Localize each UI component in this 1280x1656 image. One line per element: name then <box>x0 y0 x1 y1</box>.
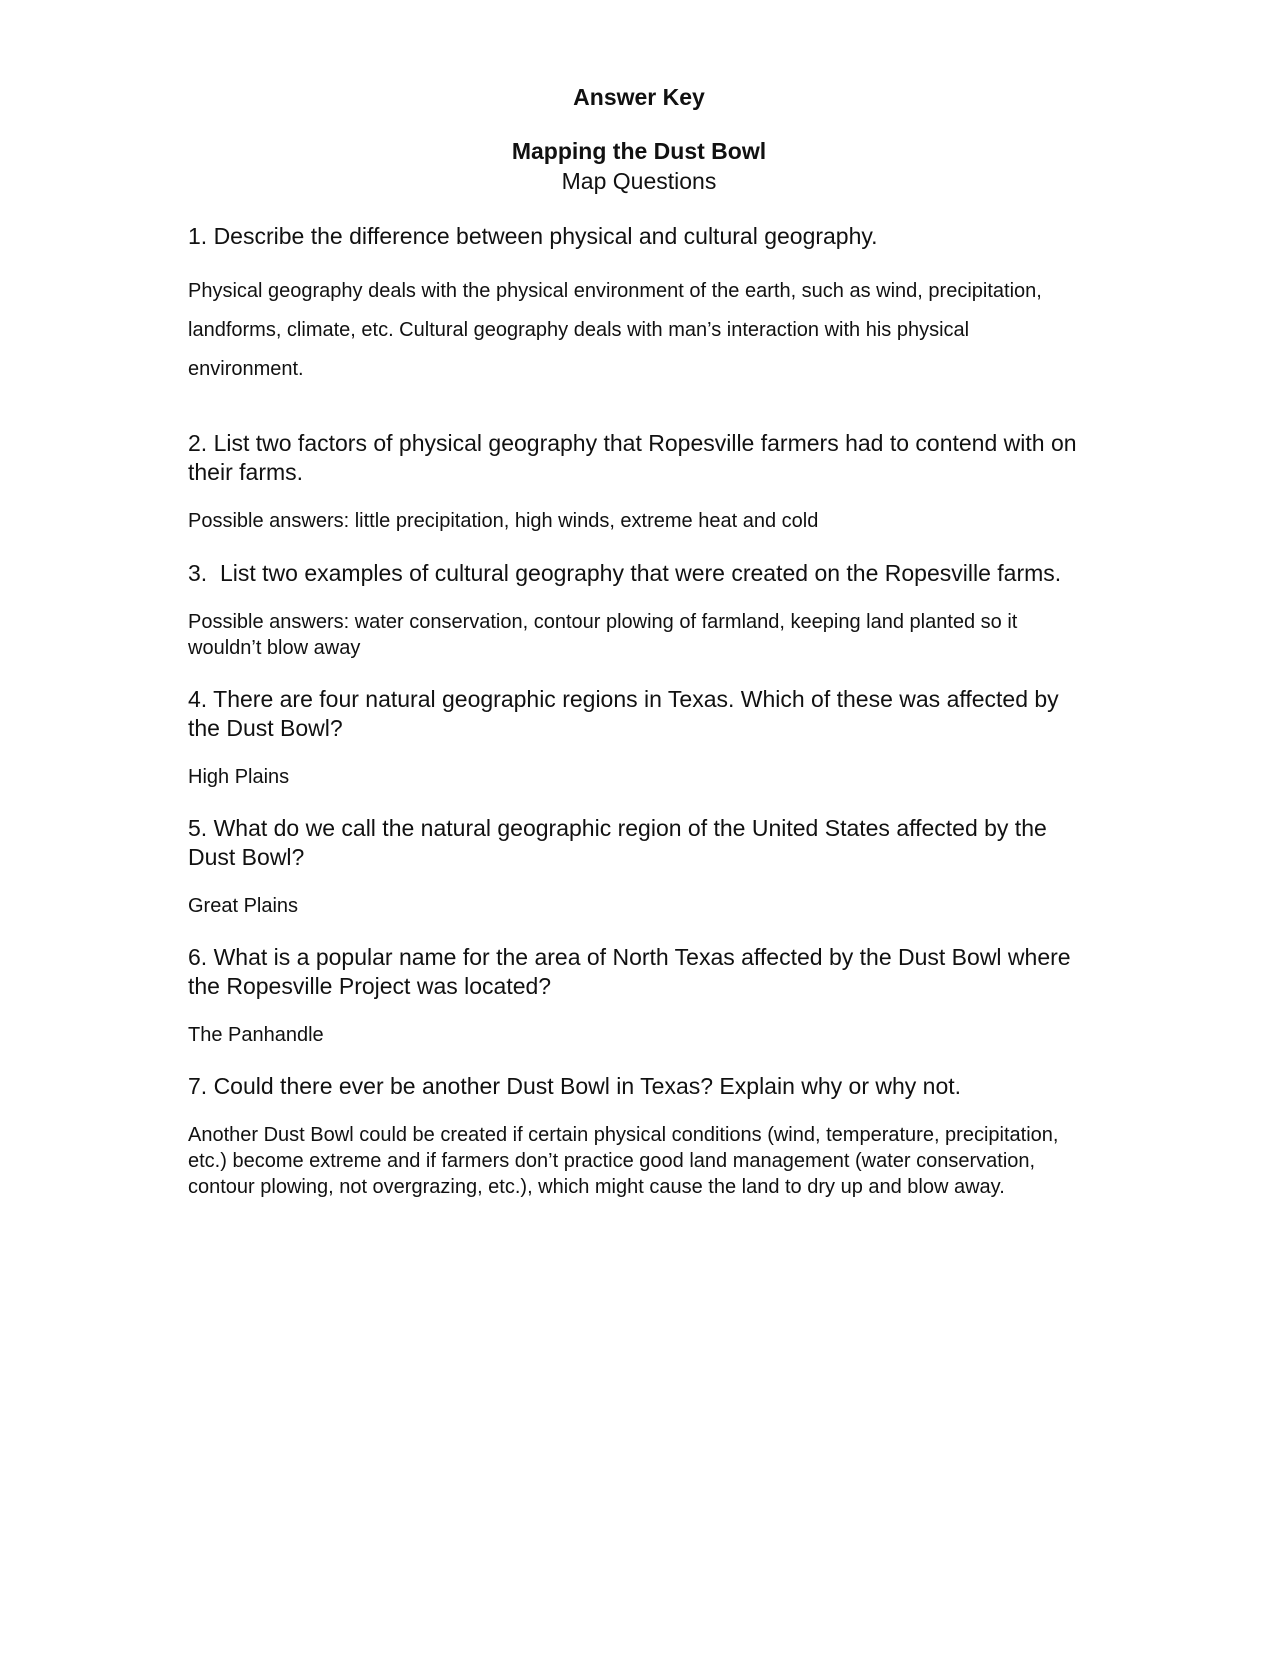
question-text: 6. What is a popular name for the area of North Texas affected by the Dust Bowl where the Ropesville Project was located? <box>188 944 1077 999</box>
question-5 <box>188 814 1080 919</box>
answer-text: The Panhandle <box>188 1024 324 1046</box>
question-4 <box>188 685 1080 790</box>
question-6 <box>188 943 1080 1048</box>
question-3 <box>188 559 1080 661</box>
answer-text: Physical geography deals with the physical environment of the earth, such as wind, precipitation, landforms, climate, etc. Cultural geography deals with man’s interaction with his physical environment. <box>188 280 1042 380</box>
question-text: 1. Describe the difference between physical and cultural geography. <box>188 223 878 249</box>
answer-text: Great Plains <box>188 895 299 917</box>
question-text: 2. List two factors of physical geography that Ropesville farmers had to contend with on their farms. <box>188 430 1083 485</box>
document-subtitle: Map Questions <box>561 168 717 194</box>
answer-text: High Plains <box>188 766 290 788</box>
answer-key-label: Answer Key <box>573 84 705 110</box>
question-1 <box>188 222 1080 389</box>
question-text: 7. Could there ever be another Dust Bowl in Texas? Explain why or why not. <box>188 1073 962 1099</box>
question-text: 5. What do we call the natural geographic region of the United States affected by the Dust Bowl? <box>188 815 1054 870</box>
answer-text: Possible answers: little precipitation, high winds, extreme heat and cold <box>188 510 819 532</box>
answer-text: Possible answers: water conservation, contour plowing of farmland, keeping land planted so it wouldn’t blow away <box>188 611 1018 659</box>
question-2 <box>188 429 1083 534</box>
question-text: 4. There are four natural geographic regions in Texas. Which of these was affected by the Dust Bowl? <box>188 686 1066 741</box>
document-title: Mapping the Dust Bowl <box>511 138 767 164</box>
answer-text: Another Dust Bowl could be created if certain physical conditions (wind, temperature, precipitation, etc.) become extreme and if farmers don’t practice good land management (water conservation, contour plowing, not overgrazing, etc.), which might cause the land to dry up and blow away. <box>188 1124 1059 1198</box>
document-header <box>198 82 1080 196</box>
question-text: 3. List two examples of cultural geography that were created on the Ropesville farms. <box>188 560 1062 586</box>
question-7 <box>188 1072 1080 1200</box>
